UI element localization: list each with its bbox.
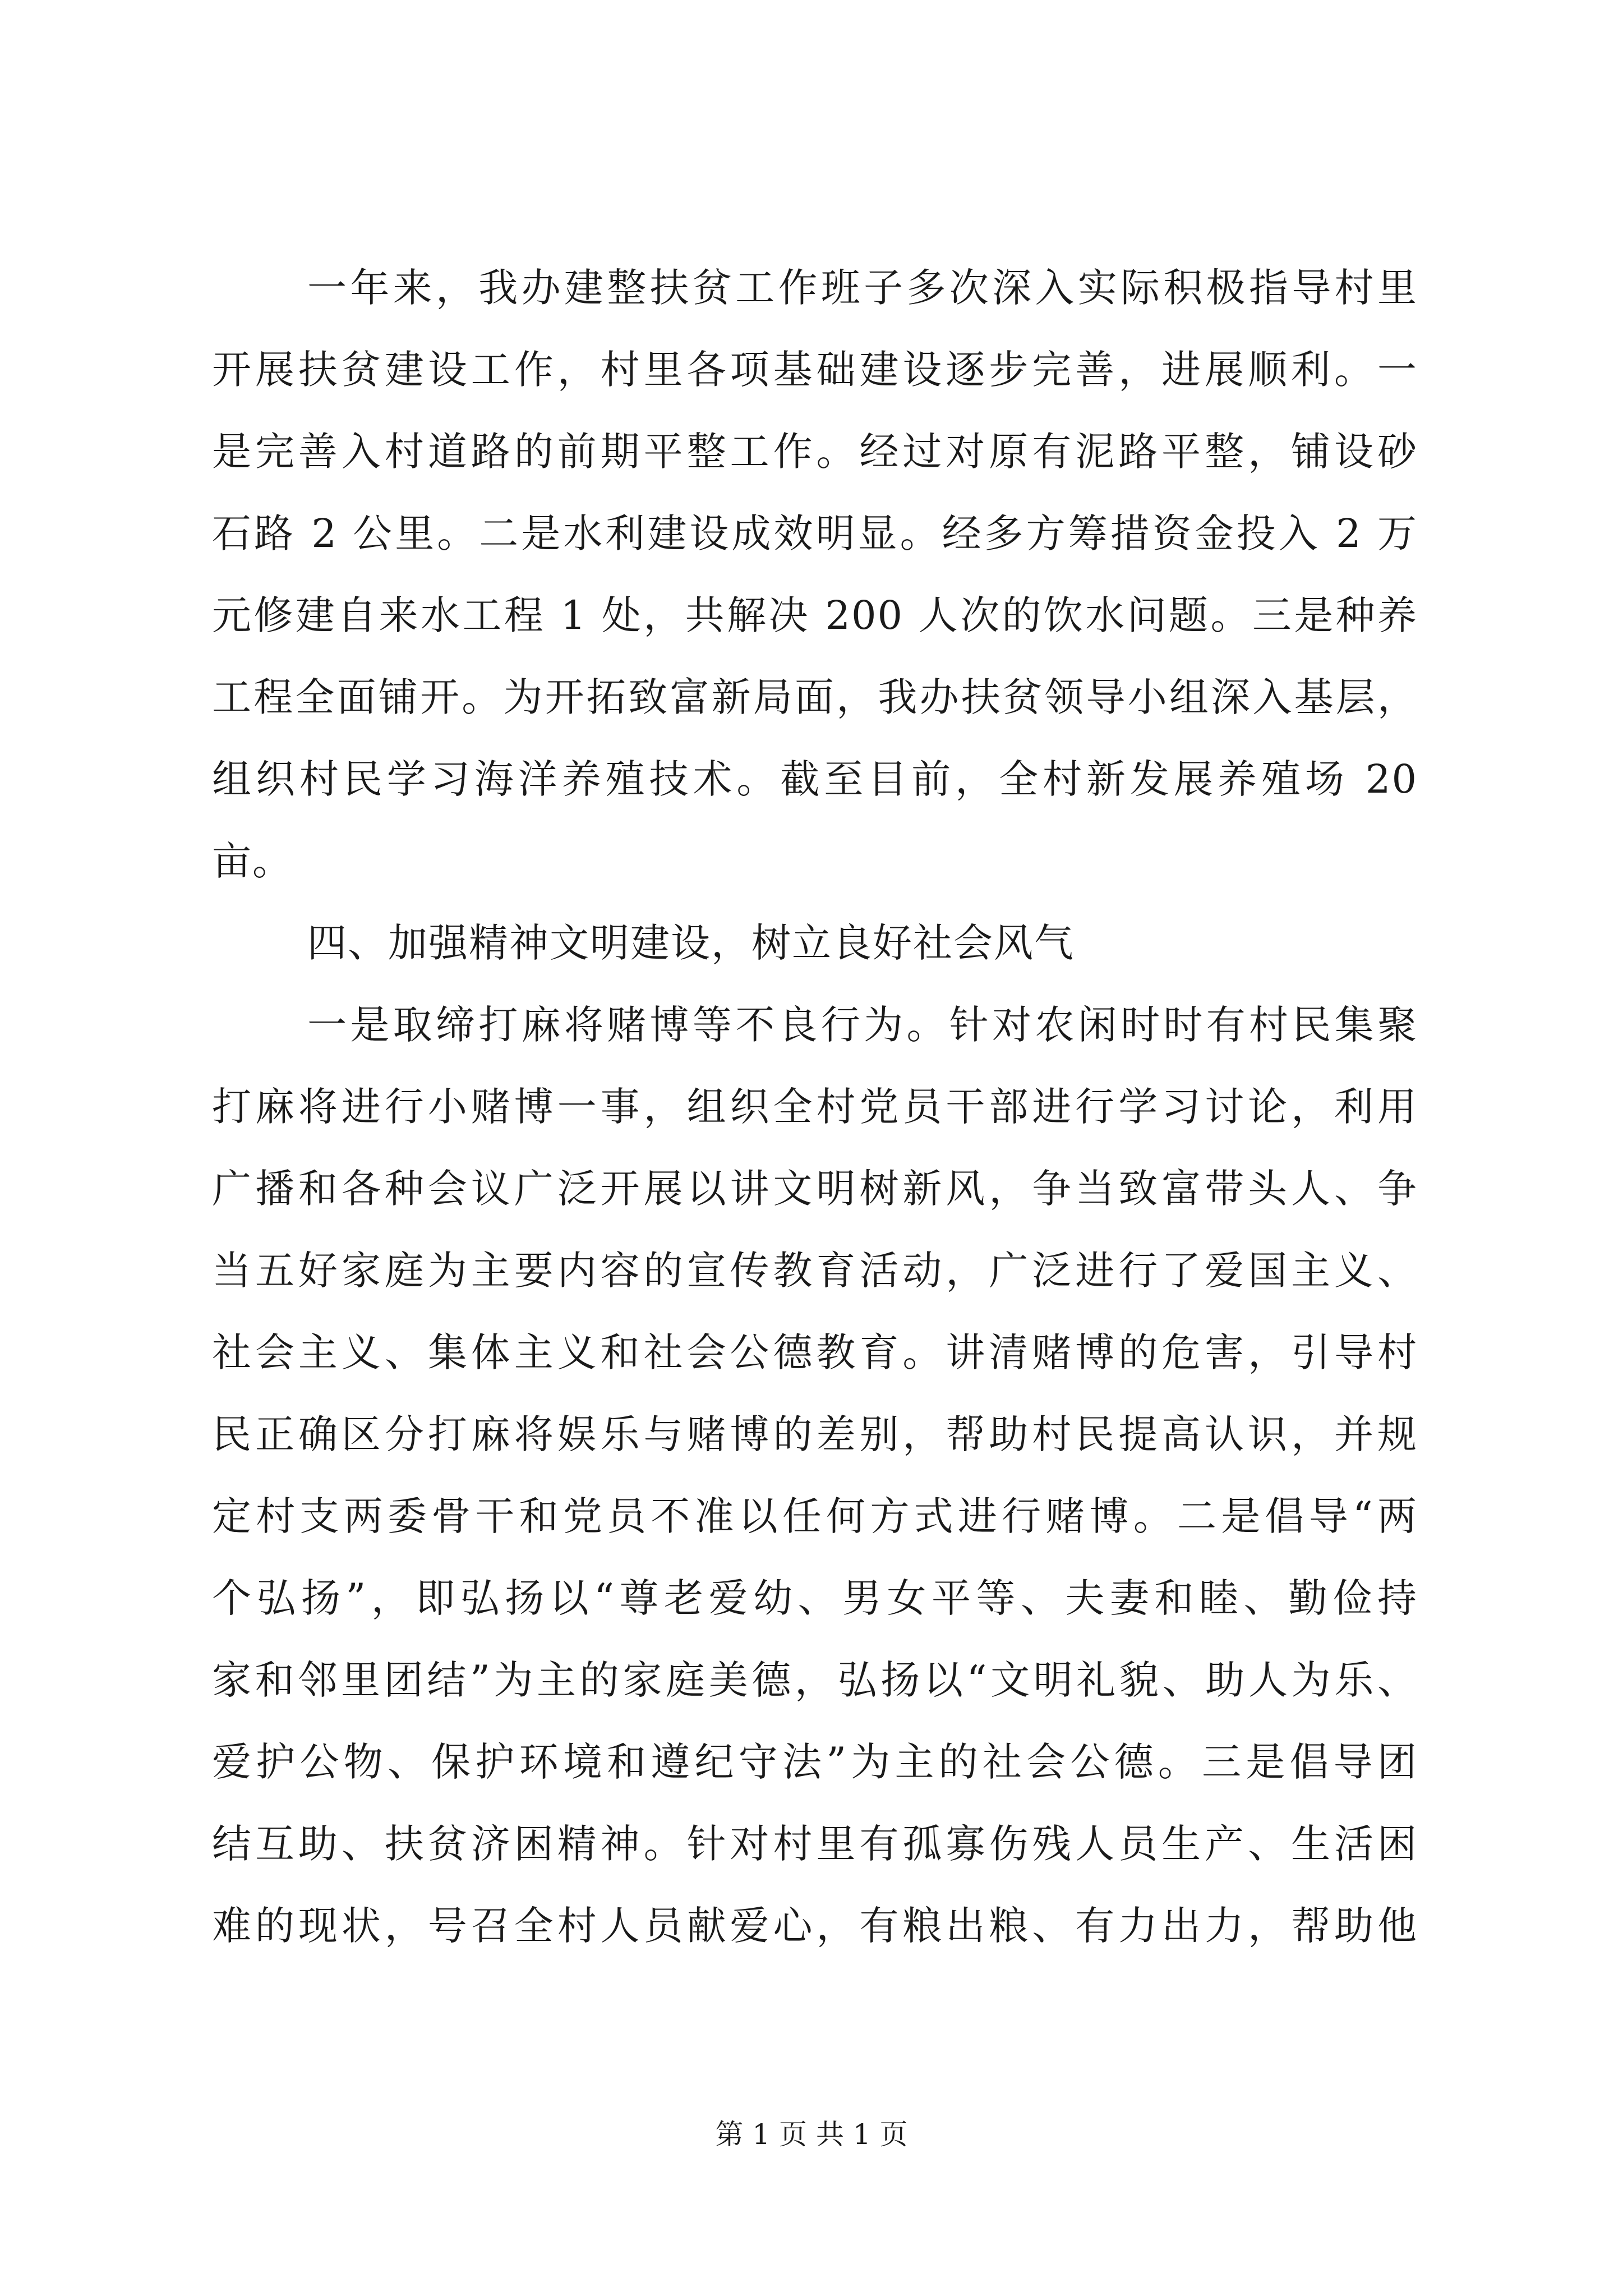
paragraph-line: 当五好家庭为主要内容的宣传教育活动，广泛进行了爱国主义、 (212, 1248, 1418, 1294)
paragraph-line: 一是取缔打麻将赌博等不良行为。针对农闲时时有村民集聚 (307, 1002, 1418, 1048)
paragraph-line: 石路 2 公里。二是水利建设成效明显。经多方筹措资金投入 2 万 (212, 510, 1418, 556)
paragraph-line: 个弘扬”，即弘扬以“尊老爱幼、男女平等、夫妻和睦、勤俭持 (212, 1575, 1418, 1621)
section-heading: 四、加强精神文明建设，树立良好社会风气 (307, 920, 1075, 966)
paragraph-line: 组织村民学习海洋养殖技术。截至目前，全村新发展养殖场 20 (212, 756, 1418, 802)
page-number-footer: 第 1 页 共 1 页 (715, 2118, 908, 2151)
paragraph-line: 开展扶贫建设工作，村里各项基础建设逐步完善，进展顺利。一 (212, 347, 1418, 393)
paragraph-line: 定村支两委骨干和党员不准以任何方式进行赌博。二是倡导“两 (212, 1493, 1418, 1539)
paragraph-line: 家和邻里团结”为主的家庭美德，弘扬以“文明礼貌、助人为乐、 (212, 1657, 1418, 1703)
paragraph-line: 爱护公物、保护环境和遵纪守法”为主的社会公德。三是倡导团 (212, 1739, 1418, 1785)
paragraph-line: 结互助、扶贫济困精神。针对村里有孤寡伤残人员生产、生活困 (212, 1821, 1418, 1867)
paragraph-line: 元修建自来水工程 1 处，共解决 200 人次的饮水问题。三是种养 (212, 592, 1418, 638)
document-body (212, 247, 1418, 1967)
paragraph-line: 工程全面铺开。为开拓致富新局面，我办扶贫领导小组深入基层， (212, 674, 1418, 720)
paragraph-line: 打麻将进行小赌博一事，组织全村党员干部进行学习讨论，利用 (212, 1084, 1418, 1130)
paragraph-line: 一年来，我办建整扶贫工作班子多次深入实际积极指导村里 (307, 265, 1418, 311)
paragraph-line: 是完善入村道路的前期平整工作。经过对原有泥路平整，铺设砂 (212, 429, 1418, 475)
paragraph-line: 难的现状，号召全村人员献爱心，有粮出粮、有力出力，帮助他 (212, 1903, 1418, 1949)
paragraph-line: 广播和各种会议广泛开展以讲文明树新风，争当致富带头人、争 (212, 1166, 1418, 1212)
paragraph-line: 社会主义、集体主义和社会公德教育。讲清赌博的危害，引导村 (212, 1329, 1418, 1375)
paragraph-line: 亩。 (212, 838, 293, 884)
paragraph-line: 民正确区分打麻将娱乐与赌博的差别，帮助村民提高认识，并规 (212, 1411, 1418, 1457)
